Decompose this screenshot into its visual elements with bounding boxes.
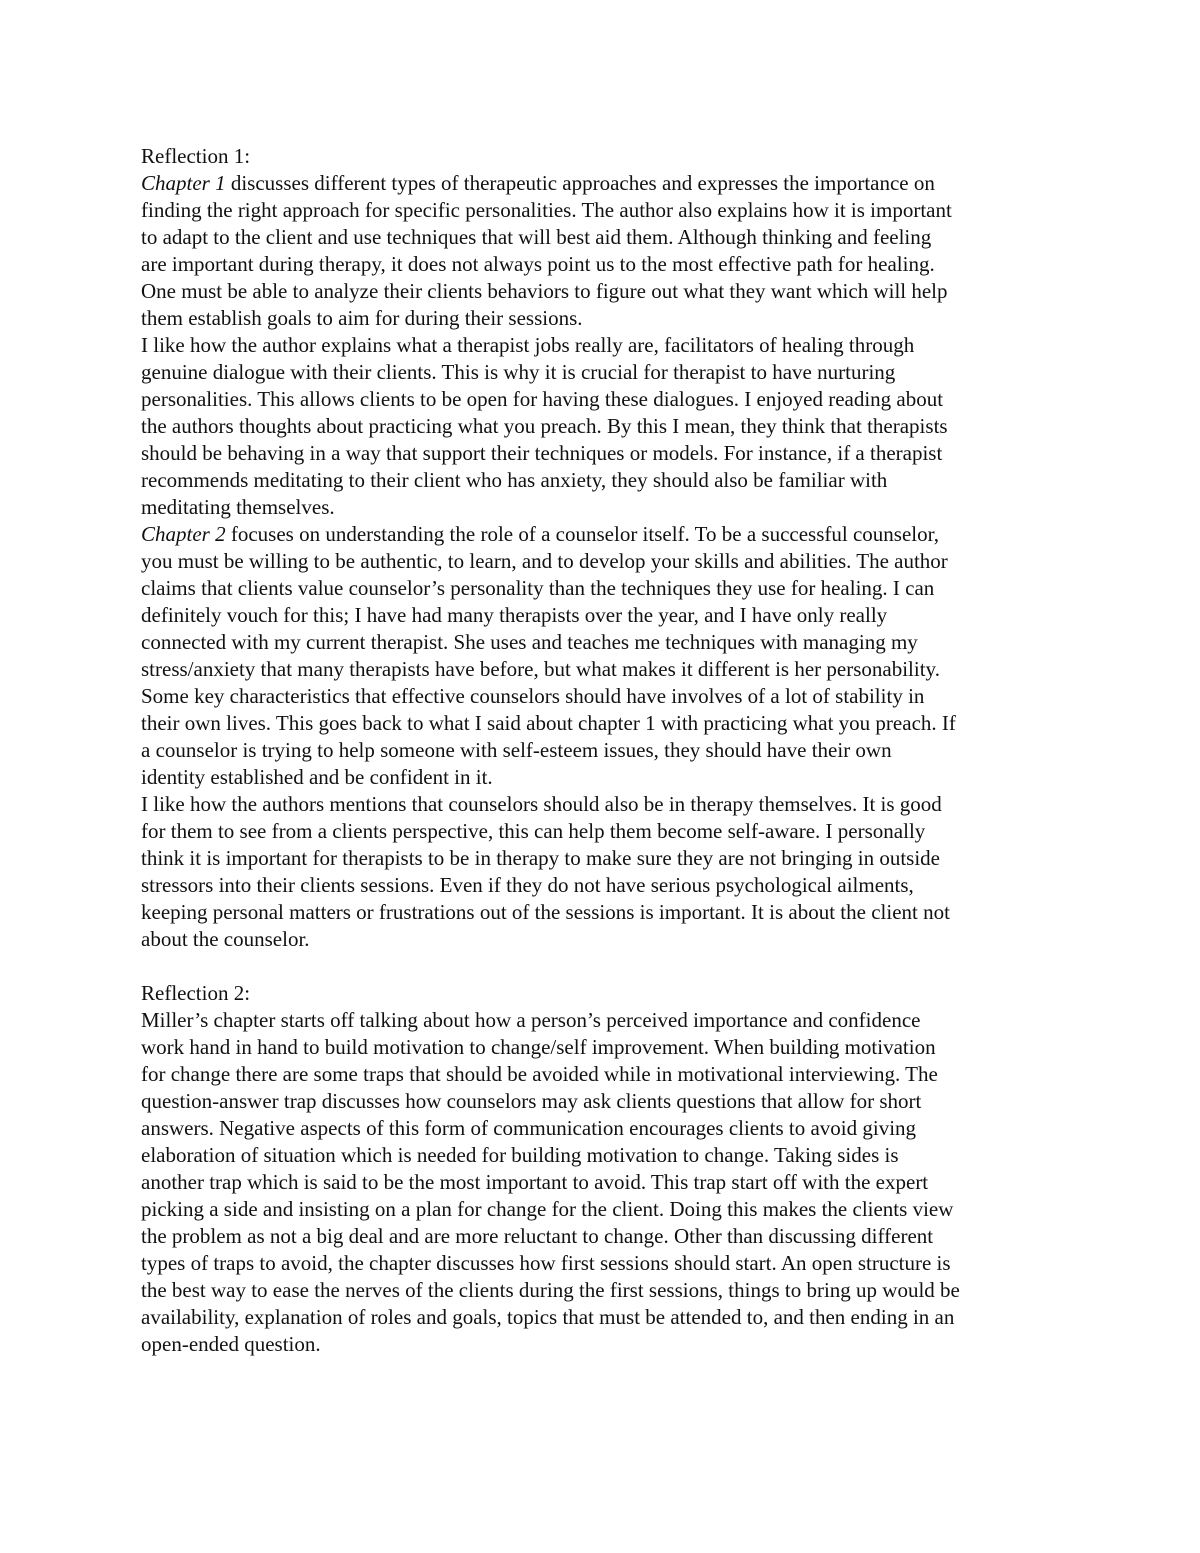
- paragraph-line: recommends meditating to their client who has anxiety, they should also be familiar with: [141, 468, 888, 492]
- paragraph-line: think it is important for therapists to be in therapy to make sure they are not bringing in outside: [141, 846, 941, 870]
- paragraph-line: should be behaving in a way that support their techniques or models. For instance, if a therapist: [141, 441, 943, 465]
- paragraph-line: are important during therapy, it does not always point us to the most effective path for healing.: [141, 252, 935, 276]
- document-body: [141, 143, 1076, 1358]
- reflection-1-heading: Reflection 1:: [141, 144, 251, 168]
- paragraph-line: open-ended question.: [141, 1332, 321, 1356]
- paragraph-line: you must be willing to be authentic, to learn, and to develop your skills and abilities. The author: [141, 549, 948, 573]
- paragraph-line: Chapter 1 discusses different types of therapeutic approaches and expresses the importance on: [141, 171, 935, 195]
- paragraph-line: I like how the authors mentions that counselors should also be in therapy themselves. It is good: [141, 792, 942, 816]
- paragraph-line: the problem as not a big deal and are more reluctant to change. Other than discussing different: [141, 1224, 934, 1248]
- paragraph-line: I like how the author explains what a therapist jobs really are, facilitators of healing through: [141, 333, 915, 357]
- paragraph-line: connected with my current therapist. She uses and teaches me techniques with managing my: [141, 630, 918, 654]
- paragraph-line: definitely vouch for this; I have had many therapists over the year, and I have only really: [141, 603, 888, 627]
- paragraph-line: them establish goals to aim for during their sessions.: [141, 306, 583, 330]
- paragraph-line: for change there are some traps that should be avoided while in motivational interviewing. The: [141, 1062, 938, 1086]
- paragraph-line: Miller’s chapter starts off talking about how a person’s perceived importance and confidence: [141, 1008, 921, 1032]
- paragraph-line: meditating themselves.: [141, 495, 335, 519]
- paragraph-line: keeping personal matters or frustrations out of the sessions is important. It is about the client not: [141, 900, 950, 924]
- reflection-2-heading: Reflection 2:: [141, 981, 251, 1005]
- chapter-1-label: Chapter 1: [141, 171, 226, 195]
- paragraph-line: for them to see from a clients perspective, this can help them become self-aware. I personally: [141, 819, 926, 843]
- paragraph-line: question-answer trap discusses how counselors may ask clients questions that allow for short: [141, 1089, 922, 1113]
- paragraph-line: identity established and be confident in it.: [141, 765, 493, 789]
- paragraph-line: finding the right approach for specific personalities. The author also explains how it is important: [141, 198, 952, 222]
- paragraph-line: the authors thoughts about practicing what you preach. By this I mean, they think that therapists: [141, 414, 948, 438]
- paragraph-line: work hand in hand to build motivation to change/self improvement. When building motivation: [141, 1035, 936, 1059]
- paragraph-line: Some key characteristics that effective counselors should have involves of a lot of stability in: [141, 684, 925, 708]
- paragraph-line: their own lives. This goes back to what I said about chapter 1 with practicing what you preach. If: [141, 711, 956, 735]
- paragraph-line: elaboration of situation which is needed for building motivation to change. Taking sides is: [141, 1143, 899, 1167]
- paragraph-line: personalities. This allows clients to be open for having these dialogues. I enjoyed reading about: [141, 387, 944, 411]
- paragraph-line: availability, explanation of roles and goals, topics that must be attended to, and then ending in an: [141, 1305, 955, 1329]
- chapter-2-label: Chapter 2: [141, 522, 226, 546]
- paragraph-line: to adapt to the client and use techniques that will best aid them. Although thinking and feeling: [141, 225, 932, 249]
- paragraph-line: genuine dialogue with their clients. This is why it is crucial for therapist to have nurturing: [141, 360, 896, 384]
- paragraph-line: the best way to ease the nerves of the clients during the first sessions, things to bring up would be: [141, 1278, 960, 1302]
- paragraph-line: claims that clients value counselor’s personality than the techniques they use for healing. I can: [141, 576, 935, 600]
- paragraph-line: a counselor is trying to help someone with self-esteem issues, they should have their own: [141, 738, 892, 762]
- paragraph-spacer: [141, 953, 1076, 980]
- paragraph-line: One must be able to analyze their clients behaviors to figure out what they want which will help: [141, 279, 948, 303]
- paragraph-line: stress/anxiety that many therapists have before, but what makes it different is her personability.: [141, 657, 940, 681]
- paragraph-line: types of traps to avoid, the chapter discusses how first sessions should start. An open structure is: [141, 1251, 951, 1275]
- paragraph-line: about the counselor.: [141, 927, 310, 951]
- paragraph-line: stressors into their clients sessions. Even if they do not have serious psychological ailments,: [141, 873, 914, 897]
- paragraph-line: picking a side and insisting on a plan for change for the client. Doing this makes the clients view: [141, 1197, 954, 1221]
- paragraph-line: Chapter 2 focuses on understanding the role of a counselor itself. To be a successful counselor,: [141, 522, 940, 546]
- paragraph-line: answers. Negative aspects of this form of communication encourages clients to avoid giving: [141, 1116, 917, 1140]
- paragraph-line: another trap which is said to be the most important to avoid. This trap start off with the expert: [141, 1170, 929, 1194]
